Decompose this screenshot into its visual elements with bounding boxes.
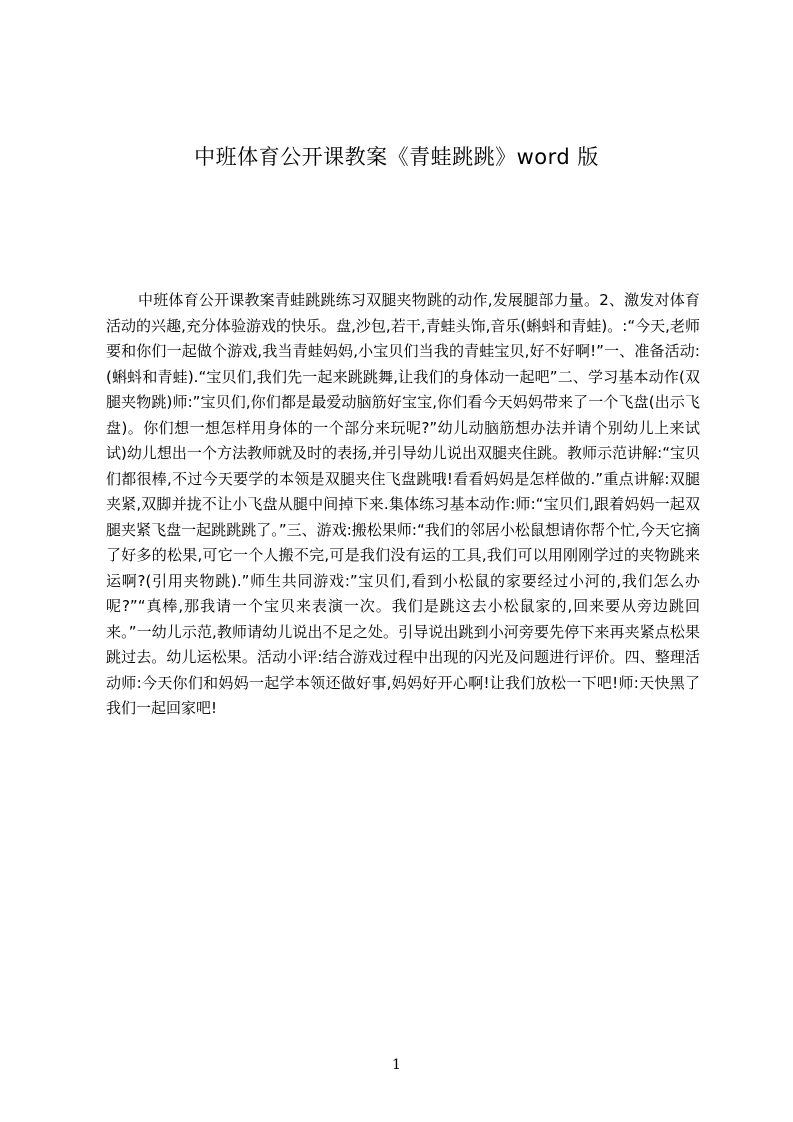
document-body-paragraph: 中班体育公开课教案青蛙跳跳练习双腿夹物跳的动作,发展腿部力量。2、激发对体育活动的兴趣,充分体验游戏的快乐。盘,沙包,若干,青蛙头饰,音乐(蝌蚪和青蛙)。:“今天,老师要和你们一起做个游戏,我当青蛙妈妈,小宝贝们当我的青蛙宝贝,好不好啊!”一、准备活动:(蝌蚪和青蛙).“宝贝们,我们先一起来跳跳舞,让我们的身体动一起吧”二、学习基本动作(双腿夹物跳)师:”宝贝们,你们都是最爱动脑筋好宝宝,你们看今天妈妈带来了一个飞盘(出示飞盘)。你们想一想怎样用身体的一个部分来玩呢?”幼儿动脑筋想办法并请个别幼儿上来试试)幼儿想出一个方法教师就及时的表扬,并引导幼儿说出双腿夹住跳。教师示范讲解:“宝贝们都很棒,不过今天要学的本领是双腿夹住飞盘跳哦!看看妈妈是怎样做的.”重点讲解:双腿夹紧,双脚并拢不让小飞盘从腿中间掉下来.集体练习基本动作:师:“宝贝们,跟着妈妈一起双腿夹紧飞盘一起跳跳跳了。”三、游戏:搬松果师:“我们的邻居小松鼠想请你帮个忙,今天它摘了好多的松果,可它一个人搬不完,可是我们没有运的工具,我们可以用刚刚学过的夹物跳来运啊?(引用夹物跳).”师生共同游戏:”宝贝们,看到小松鼠的家要经过小河的,我们怎么办呢?”“真棒,那我请一个宝贝来表演一次。我们是跳这去小松鼠家的,回来要从旁边跳回来。”一幼儿示范,教师请幼儿说出不足之处。引导说出跳到小河旁要先停下来再夹紧点松果跳过去。幼儿运松果。活动小评:结合游戏过程中出现的闪光及问题进行评价。四、整理活动师:今天你们和妈妈一起学本领还做好事,妈妈好开心啊!让我们放松一下吧!师:天快黑了我们一起回家吧! xyxy=(106,291,700,717)
page-number: 1 xyxy=(392,1057,401,1073)
document-title: 中班体育公开课教案《青蛙跳跳》word 版 xyxy=(194,145,599,169)
